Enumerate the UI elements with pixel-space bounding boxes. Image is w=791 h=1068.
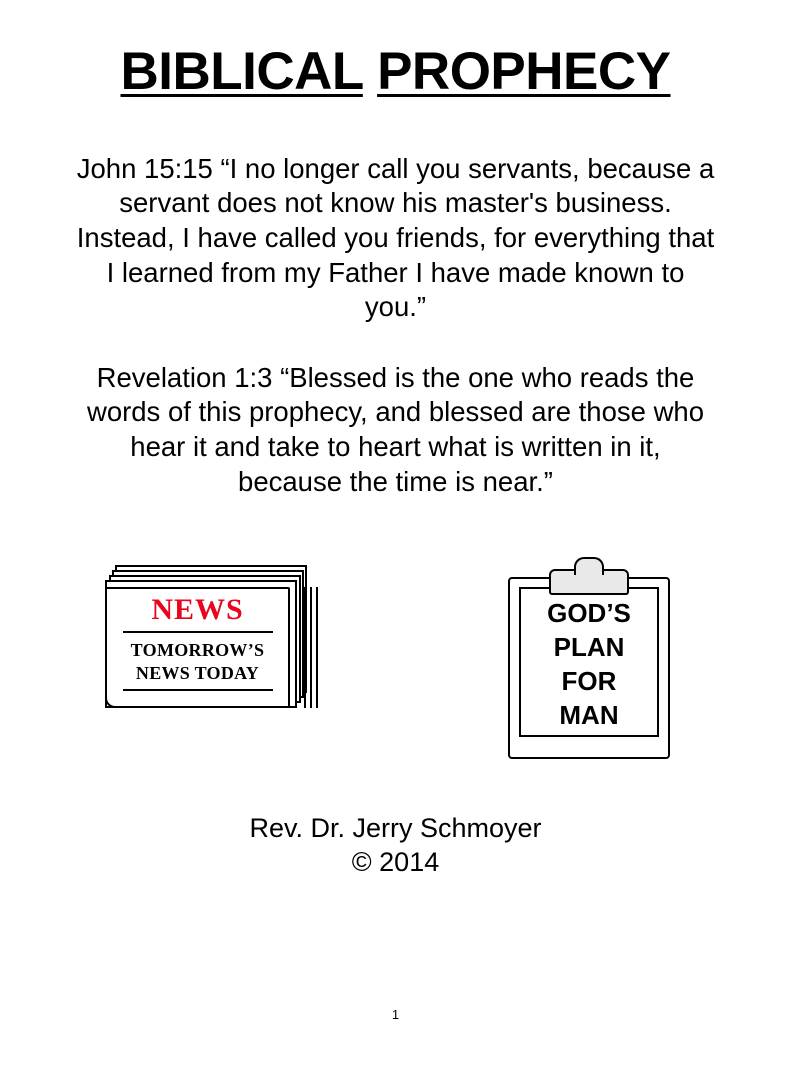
- verse-john: John 15:15 “I no longer call you servants, because a servant does not know his master's business. Instead, I have called you friends, for everything that I learned from my Father I have made known to you.”: [76, 152, 715, 323]
- page-number: 1: [391, 1007, 400, 1022]
- clipboard-clip-handle: [574, 557, 604, 575]
- copyright-line: © 2014: [351, 847, 440, 878]
- verse-revelation: Revelation 1:3 “Blessed is the one who reads the words of this prophecy, and blessed are those who hear it and take to heart what is written in it, because the time is near.”: [86, 361, 705, 497]
- scripture-block: [0, 152, 791, 500]
- page-title: [0, 44, 791, 100]
- clipboard-text-line-1: GOD’S: [547, 598, 631, 629]
- newspaper-headline-line-2: NEWS TODAY: [135, 662, 260, 683]
- clipboard-text-line-4: MAN: [559, 699, 619, 730]
- clipboard-illustration: [508, 559, 670, 759]
- newspaper-illustration: [105, 565, 317, 720]
- slide-page: [0, 44, 791, 1068]
- newspaper-headline-line-1: TOMORROW’S: [130, 640, 265, 661]
- newspaper-headline: [107, 639, 288, 684]
- illustrations-row: [0, 559, 791, 774]
- page-title-word-2: PROPHECY: [377, 42, 671, 101]
- author-name: Rev. Dr. Jerry Schmoyer: [249, 813, 542, 844]
- newspaper-masthead: NEWS: [151, 593, 244, 627]
- clipboard-text-line-2: PLAN: [553, 632, 625, 663]
- newspaper-bottom-rule: [123, 689, 273, 691]
- page-title-word-1: BIBLICAL: [120, 42, 363, 101]
- clipboard-text-line-3: FOR: [561, 666, 617, 696]
- newspaper-front-page: [105, 587, 290, 708]
- author-block: [0, 812, 791, 880]
- newspaper-top-rule: [123, 631, 273, 633]
- newspaper-page-edges: [296, 587, 318, 708]
- clipboard-text: [519, 597, 659, 732]
